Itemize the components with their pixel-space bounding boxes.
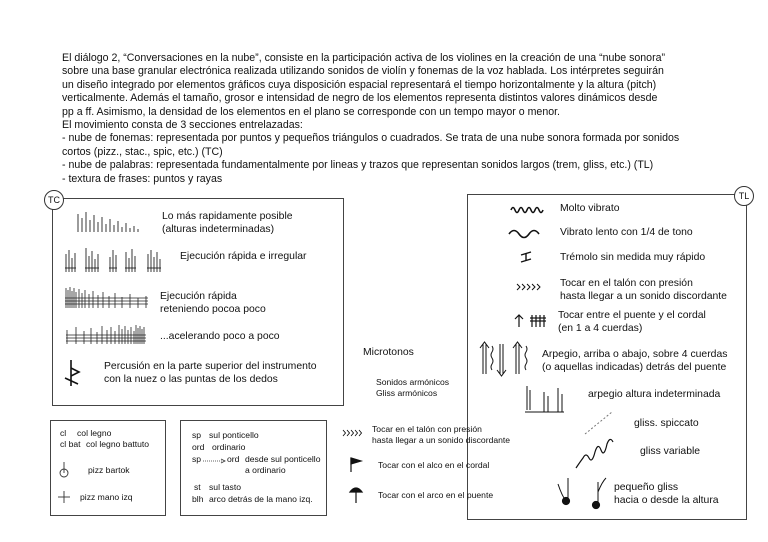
retaining-notes-icon [64, 284, 154, 310]
legend-abbrev: cl [60, 428, 67, 438]
intro-line: - textura de frases: puntos y rayas [62, 172, 223, 185]
heel-pressure-icon [342, 429, 366, 437]
intro-line: El movimiento consta de 3 secciones entrelazadas: [62, 119, 303, 132]
intro-line: cortos (pizz., stac., spic, etc.) (TC) [62, 145, 223, 158]
intro-line: sobre una base granular electrónica realizada utilizando sonidos de violín y fonemas de la voz hablada. Los intérpretes seguirán [62, 65, 664, 78]
legend-abbrev: st [194, 482, 201, 492]
tl-item-label: Trémolo sin medida muy rápido [560, 252, 706, 263]
fast-notes-icon [76, 210, 146, 234]
accelerating-notes-icon [64, 322, 154, 346]
between-bridge-icon [514, 312, 548, 328]
tremolo-icon [520, 250, 534, 264]
legend-abbrev: sp [192, 430, 202, 440]
small-gliss-icon [556, 472, 608, 510]
tl-badge: TL [734, 186, 754, 206]
pizz-mano-label: pizz mano izq [80, 492, 133, 502]
pizz-bartok-label: pizz bartok [88, 465, 130, 475]
legend-desc: a ordinario [245, 465, 286, 475]
tc-badge: TC [44, 190, 64, 210]
heel-pressure-icon [516, 282, 546, 292]
armonicos-label: Sonidos armónicos Gliss armónicos [376, 377, 450, 398]
legend-desc: arco detrás de la mano izq. [209, 494, 313, 504]
intro-text [62, 52, 722, 186]
legend-abbrev: cl bat [60, 439, 81, 449]
legend-abbrev: blh [192, 494, 204, 504]
legend-desc: col legno battuto [86, 439, 150, 449]
slow-vibrato-icon [508, 228, 548, 238]
arpeggio-indeterminate-icon [524, 382, 566, 416]
gliss-spiccato-icon [584, 410, 614, 436]
legend-desc: desde sul ponticello [245, 454, 321, 464]
tc-item-label: Ejecución rápida reteniendo pocoa poco [160, 291, 266, 315]
tl-item-label: pequeño gliss hacia o desde la altura [614, 482, 719, 506]
puente-label: Tocar con el arco en el puente [378, 490, 494, 500]
tl-item-label: Tocar en el talón con presión hasta llegar a un sonido discordante [560, 278, 727, 302]
legend-abbrev: ord [227, 454, 240, 464]
irregular-notes-icon [64, 244, 170, 274]
legend-abbrev: ord [192, 442, 205, 452]
tl-item-label: Arpegio, arriba o abajo, sobre 4 cuerdas (o aquellas indicadas) detrás del puente [542, 349, 728, 373]
tc-item-label: ...acelerando poco a poco [160, 331, 280, 342]
intro-line: un diseño integrado por elementos gráficos cuya disposición espacial representará el tiempo horizontalmente y la altura (pitch) [62, 78, 657, 91]
bridge-icon [348, 484, 364, 504]
gliss-variable-icon [574, 438, 624, 472]
legend-abbrev: sp [192, 454, 202, 464]
legend-desc: sul tasto [209, 482, 242, 492]
legend-desc: sul ponticello [209, 430, 259, 440]
pizz-bartok-icon [57, 460, 71, 480]
talon-label: Tocar en el talón con presión hasta llegar a un sonido discordante [372, 424, 511, 445]
tl-item-label: Molto vibrato [560, 203, 620, 214]
dotted-arrow-icon [203, 458, 227, 464]
intro-line: - nube de fonemas: representada por puntos y pequeños triángulos o cuadrados. Se trata de una nube sonora formada por sonidos [62, 132, 680, 145]
percussion-icon [62, 358, 82, 388]
tc-item-label: Percusión en la parte superior del instrumento con la nuez o las puntas de los dedos [104, 361, 317, 385]
tl-item-label: Vibrato lento con 1/4 de tono [560, 227, 693, 238]
pizz-mano-icon [57, 490, 71, 504]
intro-line: verticalmente. Además el tamaño, grosor e intensidad de negro de los elementos representa distintos valores dinámicos desde [62, 92, 658, 105]
intro-line: pp a ff. Asimismo, la densidad de los elementos en el plano se corresponde con un tempo mayor o menor. [62, 105, 560, 118]
microtonos-label: Microtonos [363, 347, 414, 358]
intro-line: El diálogo 2, “Conversaciones en la nube”, consiste en la participación activa de los violines en la creación de una “nube sonora” [62, 52, 666, 64]
molto-vibrato-icon [510, 204, 546, 214]
legend-desc: ordinario [212, 442, 246, 452]
tailpiece-icon [348, 455, 364, 473]
intro-line: - nube de palabras: representada fundamentalmente por lineas y trazos que representan sonidos largos (trem, gliss, etc.) (TL) [62, 159, 654, 172]
tl-item-label: arpegio altura indeterminada [588, 389, 721, 400]
tl-item-label: Tocar entre el puente y el cordal (en 1 a 4 cuerdas) [558, 310, 706, 334]
arpeggio-icon [480, 340, 532, 378]
tl-item-label: gliss variable [640, 446, 701, 457]
tc-item-label: Ejecución rápida e irregular [180, 251, 307, 262]
tl-item-label: gliss. spiccato [634, 418, 699, 429]
cordal-label: Tocar con el alco en el cordal [378, 460, 490, 470]
tc-item-label: Lo más rapidamente posible (alturas indeterminadas) [162, 211, 293, 235]
legend-desc: col legno [77, 428, 112, 438]
